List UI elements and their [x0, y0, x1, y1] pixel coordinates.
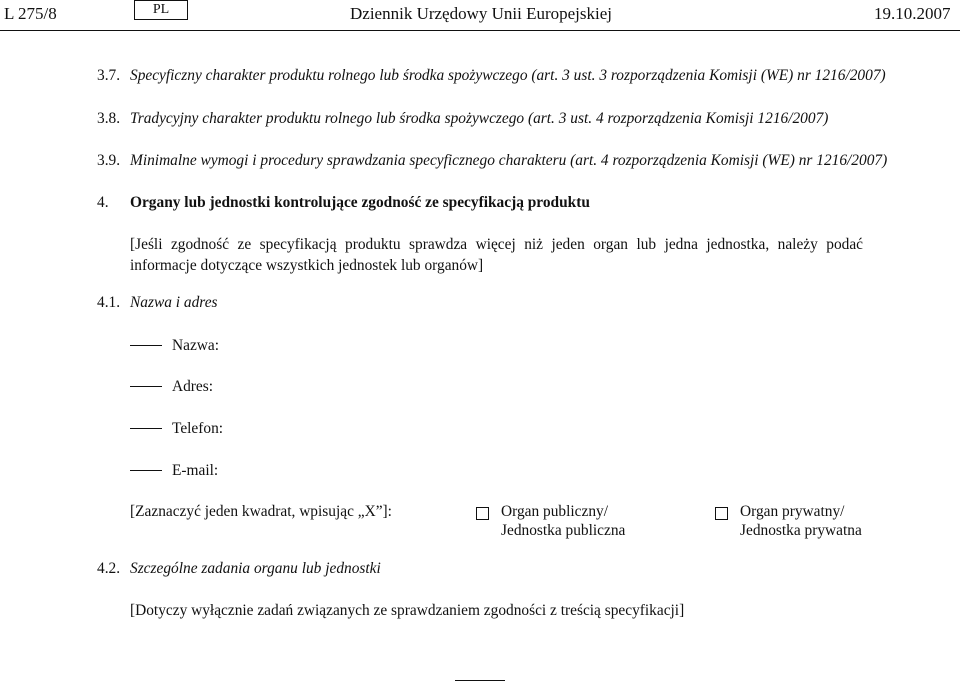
- section-heading-3-9: Minimalne wymogi i procedury sprawdzania specyficznego charakteru (art. 4 rozporządzenia Komisji (WE) nr 1216/2007): [130, 152, 888, 169]
- field-label: Nazwa:: [172, 337, 219, 354]
- field-phone: [130, 420, 223, 438]
- section-number-3-9: 3.9.: [97, 152, 121, 169]
- section-number-4-2: 4.2.: [97, 560, 121, 577]
- private-body-checkbox[interactable]: [715, 507, 728, 520]
- dash-marker: [130, 345, 162, 346]
- language-code-box: PL: [134, 0, 188, 20]
- field-label: Telefon:: [172, 420, 224, 437]
- field-name: [130, 337, 219, 355]
- checkbox-instruction: [Zaznaczyć jeden kwadrat, wpisując „X”]:: [130, 503, 392, 520]
- section-heading-4: Organy lub jednostki kontrolujące zgodność ze specyfikacją produktu: [130, 194, 590, 211]
- dash-marker: [130, 386, 162, 387]
- field-email: [130, 462, 218, 480]
- section-number-4: 4.: [97, 194, 109, 211]
- publication-date: 19.10.2007: [874, 4, 951, 23]
- section-heading-4-1: Nazwa i adres: [130, 294, 218, 311]
- footnote-separator: [455, 680, 505, 681]
- instruction-line-2: informacje dotyczące wszystkich jednostek lub organów]: [130, 257, 484, 274]
- section-4-2-instruction: [Dotyczy wyłącznie zadań związanych ze sprawdzaniem zgodności z treścią specyfikacji]: [130, 602, 685, 619]
- section-number-4-1: 4.1.: [97, 294, 121, 311]
- private-body-label-1: Organ prywatny/: [740, 503, 845, 520]
- section-4-instruction: [130, 234, 870, 276]
- section-number-3-8: 3.8.: [97, 110, 121, 127]
- section-number-3-7: 3.7.: [97, 67, 121, 84]
- header-rule: [0, 30, 960, 31]
- field-address: [130, 378, 213, 396]
- section-heading-3-8: Tradycyjny charakter produktu rolnego lub środka spożywczego (art. 3 ust. 4 rozporządzenia Komisji 1216/2007): [130, 110, 829, 127]
- field-label: E-mail:: [172, 462, 219, 479]
- instruction-line-1: [Jeśli zgodność ze specyfikacją produktu sprawdza więcej niż jeden organ lub jedna jednostka, należy podać: [130, 236, 863, 253]
- journal-title: Dziennik Urzędowy Unii Europejskiej: [350, 4, 613, 23]
- field-label: Adres:: [172, 378, 214, 395]
- section-heading-3-7: Specyficzny charakter produktu rolnego lub środka spożywczego (art. 3 ust. 3 rozporządzenia Komisji (WE) nr 1216/2007): [130, 67, 886, 84]
- page-reference: L 275/8: [4, 4, 57, 23]
- public-body-label-1: Organ publiczny/: [501, 503, 608, 520]
- dash-marker: [130, 428, 162, 429]
- public-body-checkbox[interactable]: [476, 507, 489, 520]
- private-body-label-2: Jednostka prywatna: [740, 522, 862, 539]
- section-heading-4-2: Szczególne zadania organu lub jednostki: [130, 560, 381, 577]
- public-body-label-2: Jednostka publiczna: [501, 522, 626, 539]
- dash-marker: [130, 470, 162, 471]
